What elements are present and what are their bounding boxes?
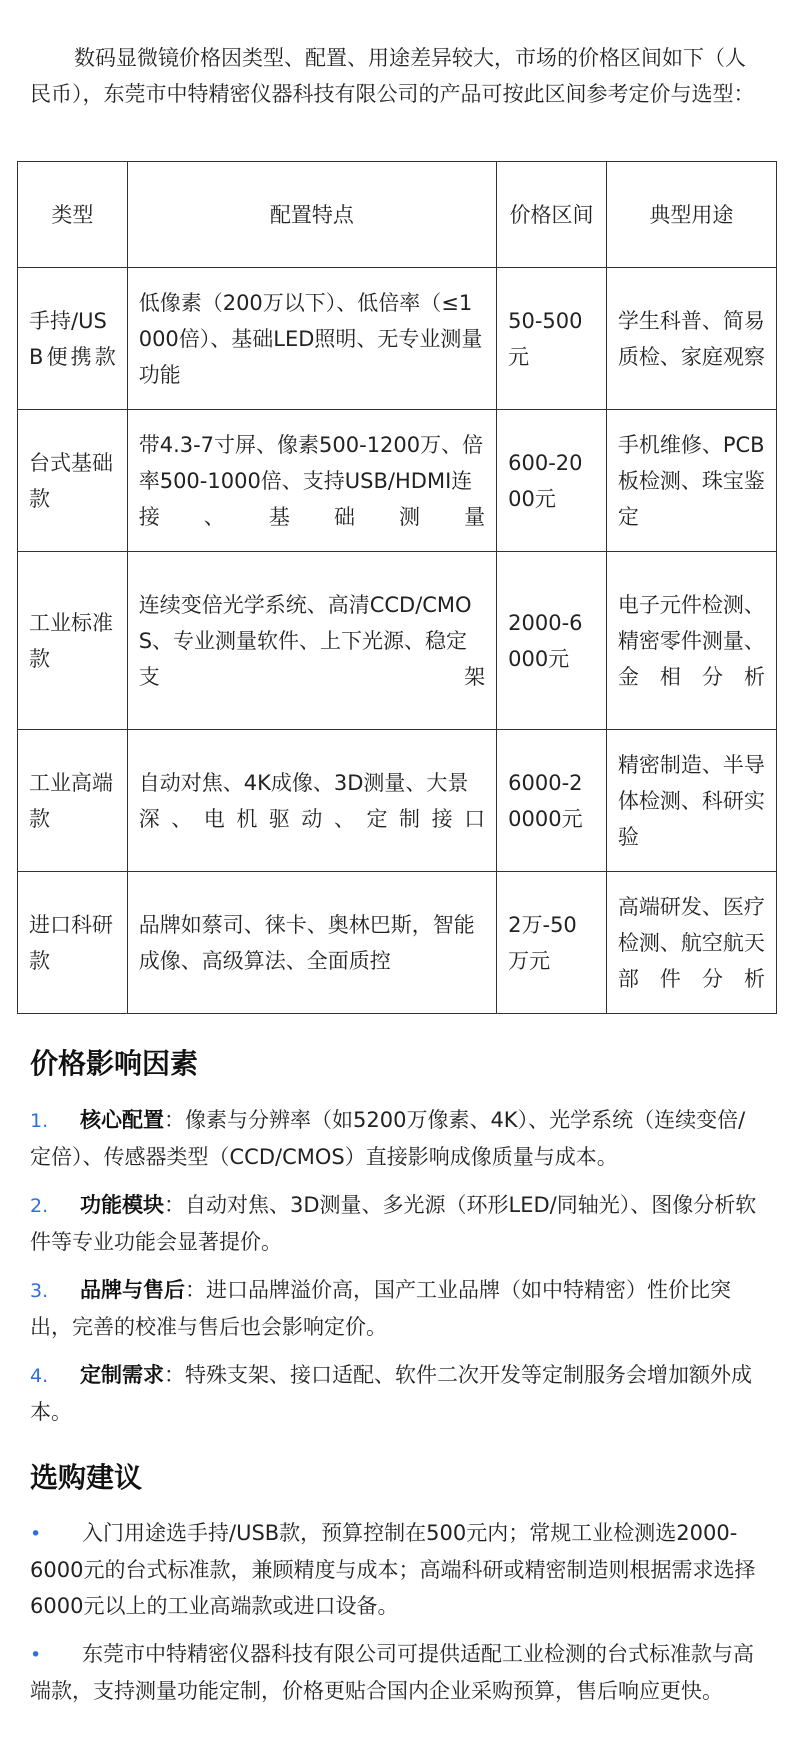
- price-factors-list: [30, 1102, 765, 1442]
- cell-type: 进口科研款: [18, 872, 128, 1014]
- list-item: [30, 1187, 765, 1260]
- cell-config: 低像素（200万以下）、低倍率（≤1000倍）、基础LED照明、无专业测量功能: [127, 268, 496, 410]
- list-item-text: ：特殊支架、接口适配、软件二次开发等定制服务会增加额外成本。: [30, 1363, 752, 1424]
- list-item-text: ：像素与分辨率（如5200万像素、4K）、光学系统（连续变倍/定倍）、传感器类型（CCD/CMOS）直接影响成像质量与成本。: [30, 1108, 746, 1169]
- list-item-lead: 功能模块: [80, 1193, 164, 1217]
- intro-paragraph: 数码显微镜价格因类型、配置、用途差异较大，市场的价格区间如下（人民币），东莞市中特精密仪器科技有限公司的产品可按此区间参考定价与选型：: [30, 46, 755, 106]
- list-item: [30, 1636, 765, 1709]
- list-item-text: ：进口品牌溢价高，国产工业品牌（如中特精密）性价比突出，完善的校准与售后也会影响定价。: [30, 1278, 731, 1339]
- cell-price: 2万-50万元: [497, 872, 607, 1014]
- table-row: [18, 268, 777, 410]
- cell-config: 品牌如蔡司、徕卡、奥林巴斯，智能成像、高级算法、全面质控: [127, 872, 496, 1014]
- table-row: [18, 410, 777, 552]
- header-config: 配置特点: [127, 162, 496, 268]
- cell-price: 6000-20000元: [497, 730, 607, 872]
- list-item: [30, 1272, 765, 1345]
- list-item-lead: 核心配置: [80, 1108, 164, 1132]
- list-item-text: 东莞市中特精密仪器科技有限公司可提供适配工业检测的台式标准款与高端款，支持测量功能定制，价格更贴合国内企业采购预算，售后响应更快。: [30, 1642, 754, 1703]
- list-item-lead: 定制需求: [80, 1363, 164, 1387]
- cell-usage: 高端研发、医疗检测、航空航天部件分析: [606, 872, 776, 1014]
- cell-usage: 精密制造、半导体检测、科研实验: [606, 730, 776, 872]
- purchase-advice-list: [30, 1515, 765, 1721]
- cell-usage: 电子元件检测、精密零件测量、金相分析: [606, 552, 776, 730]
- cell-config: 带4.3-7寸屏、像素500-1200万、倍率500-1000倍、支持USB/HDMI连接、基础测量: [127, 410, 496, 552]
- cell-type: 工业标准款: [18, 552, 128, 730]
- table-row: [18, 872, 777, 1014]
- list-number: 3.: [30, 1280, 49, 1302]
- list-number: 2.: [30, 1195, 49, 1217]
- cell-config: 连续变倍光学系统、高清CCD/CMOS、专业测量软件、上下光源、稳定支架: [127, 552, 496, 730]
- cell-price: 600-2000元: [497, 410, 607, 552]
- cell-type: 台式基础款: [18, 410, 128, 552]
- cell-usage: 手机维修、PCB板检测、珠宝鉴定: [606, 410, 776, 552]
- list-item: [30, 1357, 765, 1430]
- cell-price: 50-500元: [497, 268, 607, 410]
- list-item-lead: 品牌与售后: [80, 1278, 185, 1302]
- cell-type: 手持/USB便携款: [18, 268, 128, 410]
- price-table: [17, 161, 777, 1014]
- bullet-icon: •: [30, 1523, 42, 1545]
- cell-price: 2000-6000元: [497, 552, 607, 730]
- list-item-text: 入门用途选手持/USB款，预算控制在500元内；常规工业检测选2000-6000元的台式标准款，兼顾精度与成本；高端科研或精密制造则根据需求选择6000元以上的工业高端款或进口设备。: [30, 1521, 756, 1618]
- table-row: [18, 730, 777, 872]
- cell-type: 工业高端款: [18, 730, 128, 872]
- list-number: 1.: [30, 1110, 49, 1132]
- list-item-text: ：自动对焦、3D测量、多光源（环形LED/同轴光）、图像分析软件等专业功能会显著提价。: [30, 1193, 757, 1254]
- header-type: 类型: [18, 162, 128, 268]
- list-item: [30, 1102, 765, 1175]
- table-row: [18, 552, 777, 730]
- list-item: [30, 1515, 765, 1624]
- section-title-purchase-advice: 选购建议: [30, 1461, 143, 1494]
- header-price: 价格区间: [497, 162, 607, 268]
- header-usage: 典型用途: [606, 162, 776, 268]
- cell-usage: 学生科普、简易质检、家庭观察: [606, 268, 776, 410]
- section-title-price-factors: 价格影响因素: [30, 1047, 199, 1080]
- list-number: 4.: [30, 1365, 49, 1387]
- table-header-row: [18, 162, 777, 268]
- cell-config: 自动对焦、4K成像、3D测量、大景深、电机驱动、定制接口: [127, 730, 496, 872]
- bullet-icon: •: [30, 1644, 42, 1666]
